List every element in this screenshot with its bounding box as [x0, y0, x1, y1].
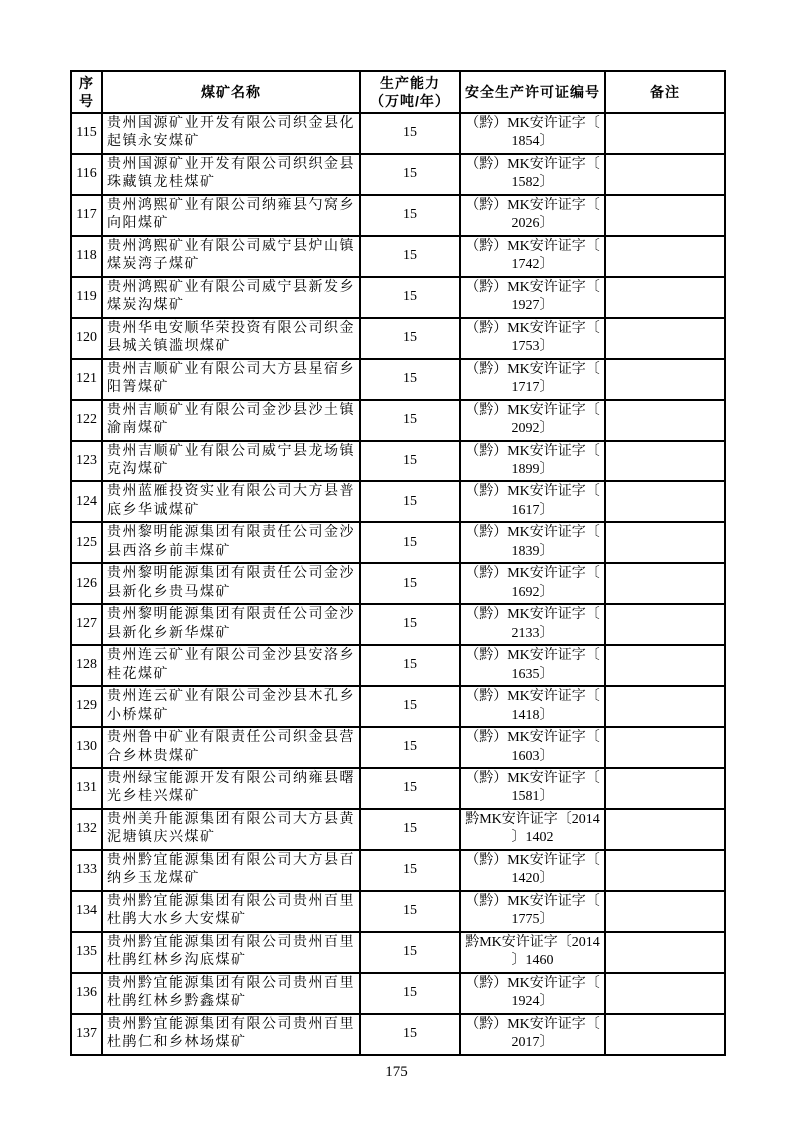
row-no-cell: 137 — [71, 1014, 102, 1055]
remark-cell — [605, 1014, 725, 1055]
license-cell: （黔）MK安许证字〔1899〕 — [460, 441, 605, 482]
row-no-cell: 128 — [71, 645, 102, 686]
remark-cell — [605, 522, 725, 563]
row-no-cell: 131 — [71, 768, 102, 809]
row-no-cell: 122 — [71, 400, 102, 441]
table-row — [71, 318, 725, 359]
remark-cell — [605, 727, 725, 768]
row-no-cell: 133 — [71, 850, 102, 891]
mine-name-cell: 贵州鸿熙矿业有限公司纳雍县勺窝乡向阳煤矿 — [102, 195, 360, 236]
row-no-cell: 124 — [71, 481, 102, 522]
mine-name-cell: 贵州黎明能源集团有限责任公司金沙县西洛乡前丰煤矿 — [102, 522, 360, 563]
capacity-cell: 15 — [360, 113, 460, 154]
capacity-cell: 15 — [360, 891, 460, 932]
license-cell: 黔MK安许证字〔2014〕1460 — [460, 932, 605, 973]
table-row — [71, 768, 725, 809]
row-no-cell: 129 — [71, 686, 102, 727]
remark-cell — [605, 113, 725, 154]
remark-cell — [605, 932, 725, 973]
mine-name-cell: 贵州华电安顺华荣投资有限公司织金县城关镇滥坝煤矿 — [102, 318, 360, 359]
remark-cell — [605, 441, 725, 482]
mine-name-cell: 贵州吉顺矿业有限公司大方县星宿乡阳箐煤矿 — [102, 359, 360, 400]
capacity-cell: 15 — [360, 604, 460, 645]
table-row — [71, 359, 725, 400]
license-cell: （黔）MK安许证字〔1418〕 — [460, 686, 605, 727]
remark-cell — [605, 195, 725, 236]
table-row — [71, 604, 725, 645]
row-no-cell: 132 — [71, 809, 102, 850]
capacity-cell: 15 — [360, 850, 460, 891]
capacity-cell: 15 — [360, 973, 460, 1014]
row-no-cell: 123 — [71, 441, 102, 482]
remark-cell — [605, 645, 725, 686]
license-cell: （黔）MK安许证字〔1775〕 — [460, 891, 605, 932]
row-no-cell: 117 — [71, 195, 102, 236]
capacity-cell: 15 — [360, 481, 460, 522]
capacity-cell: 15 — [360, 1014, 460, 1055]
header-capacity-line2: （万吨/年） — [370, 93, 450, 109]
mine-name-cell: 贵州黎明能源集团有限责任公司金沙县新化乡新华煤矿 — [102, 604, 360, 645]
header-remark: 备注 — [605, 71, 725, 113]
license-cell: （黔）MK安许证字〔1742〕 — [460, 236, 605, 277]
license-cell: （黔）MK安许证字〔1854〕 — [460, 113, 605, 154]
capacity-cell: 15 — [360, 768, 460, 809]
table-row — [71, 277, 725, 318]
table-row — [71, 973, 725, 1014]
table-row — [71, 932, 725, 973]
header-serial: 序号 — [71, 71, 102, 113]
mine-name-cell: 贵州美升能源集团有限公司大方县黄泥塘镇庆兴煤矿 — [102, 809, 360, 850]
table-row — [71, 809, 725, 850]
remark-cell — [605, 481, 725, 522]
license-cell: （黔）MK安许证字〔2133〕 — [460, 604, 605, 645]
capacity-cell: 15 — [360, 400, 460, 441]
row-no-cell: 121 — [71, 359, 102, 400]
header-mine-name: 煤矿名称 — [102, 71, 360, 113]
capacity-cell: 15 — [360, 236, 460, 277]
remark-cell — [605, 563, 725, 604]
remark-cell — [605, 604, 725, 645]
capacity-cell: 15 — [360, 359, 460, 400]
license-cell: （黔）MK安许证字〔2026〕 — [460, 195, 605, 236]
mine-name-cell: 贵州吉顺矿业有限公司金沙县沙土镇渝南煤矿 — [102, 400, 360, 441]
capacity-cell: 15 — [360, 195, 460, 236]
page-number: 175 — [385, 1064, 408, 1080]
mine-name-cell: 贵州黔宜能源集团有限公司贵州百里杜鹃仁和乡林场煤矿 — [102, 1014, 360, 1055]
header-row — [71, 71, 725, 113]
remark-cell — [605, 277, 725, 318]
capacity-cell: 15 — [360, 318, 460, 359]
license-cell: （黔）MK安许证字〔1839〕 — [460, 522, 605, 563]
row-no-cell: 115 — [71, 113, 102, 154]
mine-name-cell: 贵州黔宜能源集团有限公司大方县百纳乡玉龙煤矿 — [102, 850, 360, 891]
mine-name-cell: 贵州连云矿业有限公司金沙县安洛乡桂花煤矿 — [102, 645, 360, 686]
mine-name-cell: 贵州黔宜能源集团有限公司贵州百里杜鹃大水乡大安煤矿 — [102, 891, 360, 932]
table-row — [71, 481, 725, 522]
remark-cell — [605, 236, 725, 277]
capacity-cell: 15 — [360, 686, 460, 727]
table-row — [71, 522, 725, 563]
row-no-cell: 130 — [71, 727, 102, 768]
license-cell: （黔）MK安许证字〔1717〕 — [460, 359, 605, 400]
table-row — [71, 727, 725, 768]
license-cell: （黔）MK安许证字〔1582〕 — [460, 154, 605, 195]
remark-cell — [605, 400, 725, 441]
license-cell: （黔）MK安许证字〔2017〕 — [460, 1014, 605, 1055]
table-row — [71, 1014, 725, 1055]
mine-name-cell: 贵州连云矿业有限公司金沙县木孔乡小桥煤矿 — [102, 686, 360, 727]
row-no-cell: 134 — [71, 891, 102, 932]
remark-cell — [605, 359, 725, 400]
mine-name-cell: 贵州国源矿业开发有限公司织织金县珠藏镇龙桂煤矿 — [102, 154, 360, 195]
row-no-cell: 116 — [71, 154, 102, 195]
license-cell: （黔）MK安许证字〔1635〕 — [460, 645, 605, 686]
mine-name-cell: 贵州国源矿业开发有限公司织金县化起镇永安煤矿 — [102, 113, 360, 154]
header-capacity-line1: 生产能力 — [380, 74, 440, 91]
table-row — [71, 563, 725, 604]
row-no-cell: 119 — [71, 277, 102, 318]
license-cell: 黔MK安许证字〔2014〕1402 — [460, 809, 605, 850]
row-no-cell: 126 — [71, 563, 102, 604]
license-cell: （黔）MK安许证字〔1581〕 — [460, 768, 605, 809]
mine-name-cell: 贵州鸿熙矿业有限公司威宁县新发乡煤炭沟煤矿 — [102, 277, 360, 318]
remark-cell — [605, 686, 725, 727]
capacity-cell: 15 — [360, 522, 460, 563]
table-row — [71, 850, 725, 891]
remark-cell — [605, 891, 725, 932]
table-row — [71, 195, 725, 236]
mine-name-cell: 贵州黔宜能源集团有限公司贵州百里杜鹃红林乡沟底煤矿 — [102, 932, 360, 973]
header-capacity — [360, 71, 460, 113]
table-body — [71, 113, 725, 1055]
mine-name-cell: 贵州吉顺矿业有限公司威宁县龙场镇克沟煤矿 — [102, 441, 360, 482]
mine-name-cell: 贵州绿宝能源开发有限公司纳雍县曙光乡桂兴煤矿 — [102, 768, 360, 809]
license-cell: （黔）MK安许证字〔1924〕 — [460, 973, 605, 1014]
capacity-cell: 15 — [360, 154, 460, 195]
table-row — [71, 891, 725, 932]
table-row — [71, 441, 725, 482]
mine-name-cell: 贵州黎明能源集团有限责任公司金沙县新化乡贵马煤矿 — [102, 563, 360, 604]
capacity-cell: 15 — [360, 645, 460, 686]
license-cell: （黔）MK安许证字〔2092〕 — [460, 400, 605, 441]
license-cell: （黔）MK安许证字〔1753〕 — [460, 318, 605, 359]
remark-cell — [605, 850, 725, 891]
remark-cell — [605, 973, 725, 1014]
license-cell: （黔）MK安许证字〔1692〕 — [460, 563, 605, 604]
table-row — [71, 645, 725, 686]
remark-cell — [605, 318, 725, 359]
row-no-cell: 118 — [71, 236, 102, 277]
capacity-cell: 15 — [360, 932, 460, 973]
capacity-cell: 15 — [360, 441, 460, 482]
coal-mine-table — [70, 70, 726, 1056]
row-no-cell: 125 — [71, 522, 102, 563]
mine-name-cell: 贵州鸿熙矿业有限公司威宁县炉山镇煤炭湾子煤矿 — [102, 236, 360, 277]
remark-cell — [605, 154, 725, 195]
capacity-cell: 15 — [360, 563, 460, 604]
mine-name-cell: 贵州蓝雁投资实业有限公司大方县普底乡华诚煤矿 — [102, 481, 360, 522]
table-row — [71, 686, 725, 727]
remark-cell — [605, 768, 725, 809]
row-no-cell: 120 — [71, 318, 102, 359]
header-license: 安全生产许可证编号 — [460, 71, 605, 113]
license-cell: （黔）MK安许证字〔1617〕 — [460, 481, 605, 522]
table-row — [71, 154, 725, 195]
mine-name-cell: 贵州黔宜能源集团有限公司贵州百里杜鹃红林乡黔鑫煤矿 — [102, 973, 360, 1014]
table-row — [71, 400, 725, 441]
capacity-cell: 15 — [360, 809, 460, 850]
table-row — [71, 113, 725, 154]
row-no-cell: 136 — [71, 973, 102, 1014]
row-no-cell: 127 — [71, 604, 102, 645]
row-no-cell: 135 — [71, 932, 102, 973]
license-cell: （黔）MK安许证字〔1927〕 — [460, 277, 605, 318]
license-cell: （黔）MK安许证字〔1420〕 — [460, 850, 605, 891]
capacity-cell: 15 — [360, 277, 460, 318]
remark-cell — [605, 809, 725, 850]
mine-name-cell: 贵州鲁中矿业有限责任公司织金县营合乡林贵煤矿 — [102, 727, 360, 768]
table-row — [71, 236, 725, 277]
capacity-cell: 15 — [360, 727, 460, 768]
license-cell: （黔）MK安许证字〔1603〕 — [460, 727, 605, 768]
